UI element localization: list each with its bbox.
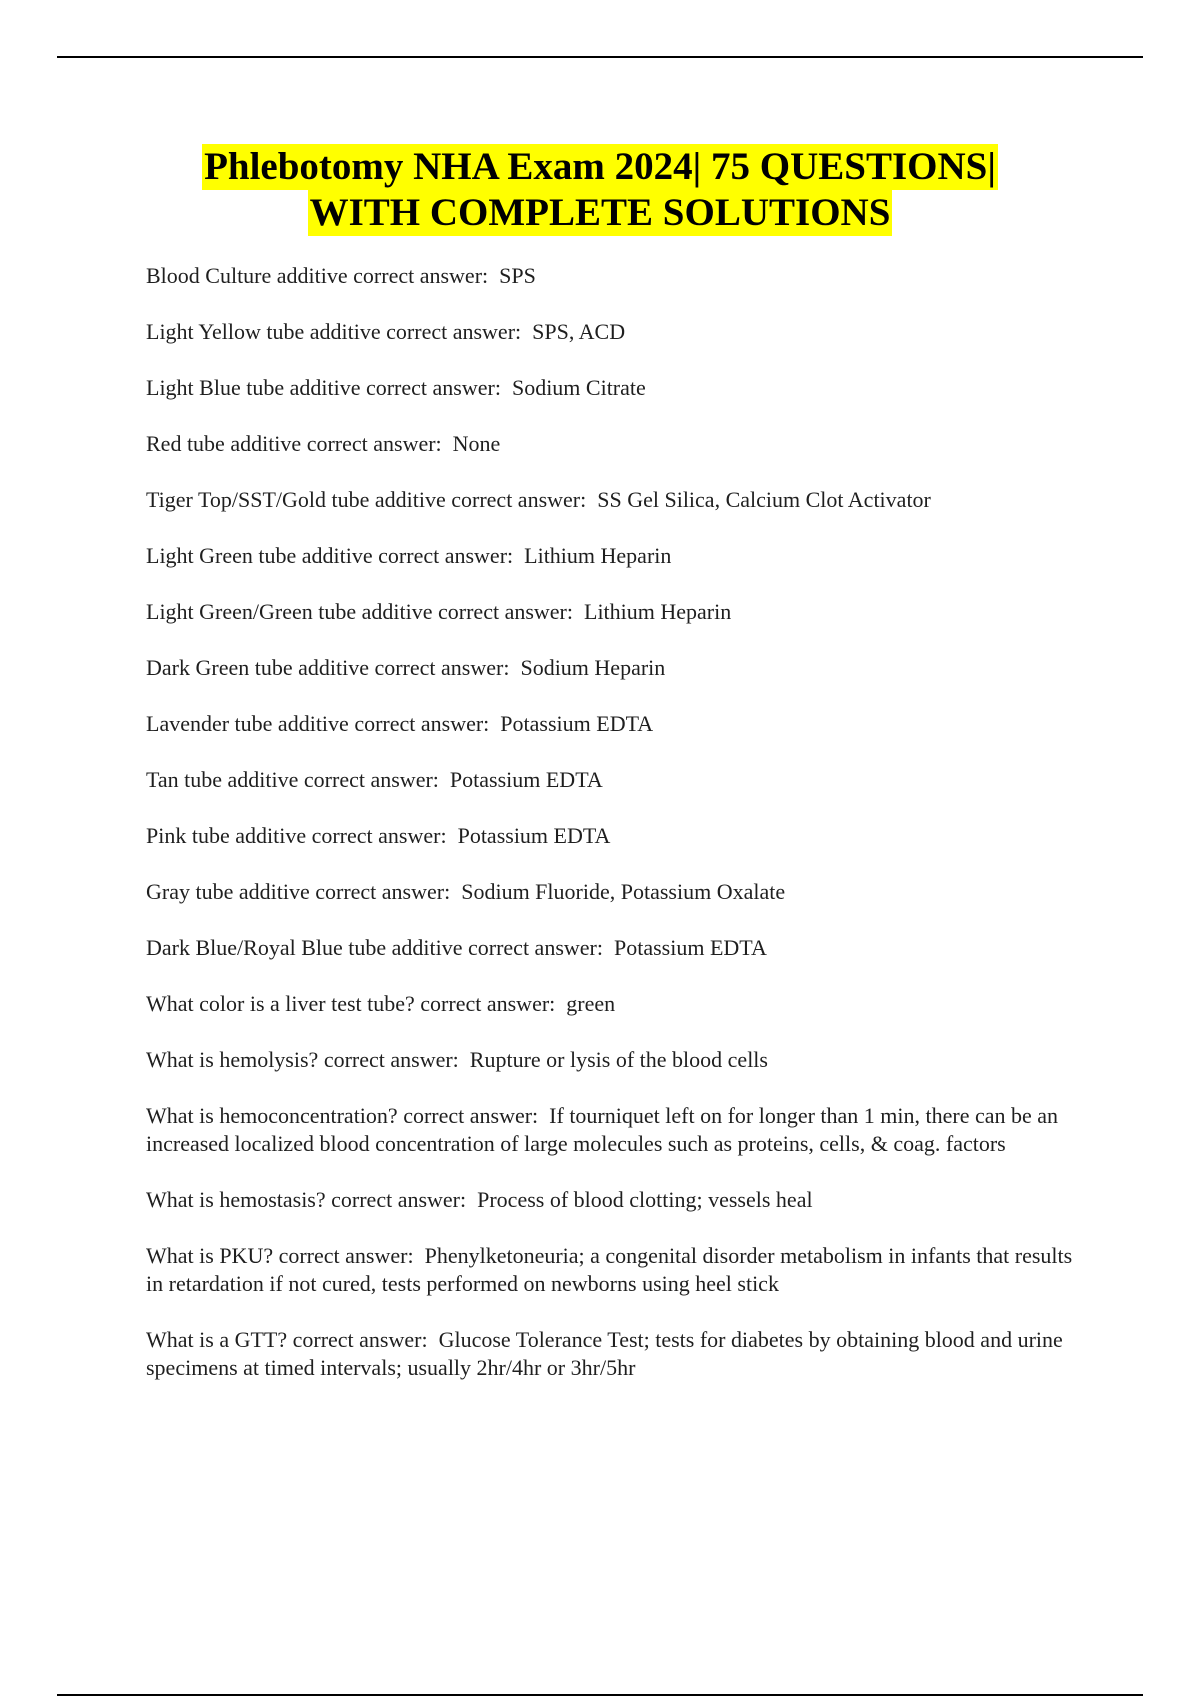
answer-label: correct answer: [292,1327,428,1352]
answer-text: Process of blood clotting; vessels heal [477,1187,813,1212]
qa-item [146,1186,1076,1214]
question-text: Blood Culture additive [146,263,348,288]
qa-item [146,710,1076,738]
qa-item [146,878,1076,906]
qa-item [146,262,1076,290]
answer-label: correct answer: [403,1103,539,1128]
question-text: Tan tube additive [146,767,299,792]
answer-label: correct answer: [323,1047,459,1072]
qa-item [146,430,1076,458]
question-text: What is PKU? [146,1243,274,1268]
qa-item [146,598,1076,626]
answer-text: SPS, ACD [532,319,626,344]
question-text: Tiger Top/SST/Gold tube additive [146,487,446,512]
qa-item [146,318,1076,346]
answer-label: correct answer: [386,319,522,344]
answer-label: correct answer: [438,599,573,624]
qa-item [146,822,1076,850]
question-text: Lavender tube additive [146,711,349,736]
answer-text: Lithium Heparin [584,599,732,624]
qa-item [146,934,1076,962]
title-line-2: WITH COMPLETE SOLUTIONS [309,191,891,234]
question-text: What is a GTT? [146,1327,288,1352]
answer-label: correct answer: [378,543,514,568]
answer-label: correct answer: [468,935,603,960]
answer-text: Sodium Citrate [511,375,646,400]
answer-text: Glucose Tolerance Test; tests for diabetes by obtaining blood and urine specimens at timed intervals; usually 2hr/4hr or 3hr/5hr [146,1327,1063,1380]
answer-text: Lithium Heparin [524,543,672,568]
title-line-1: Phlebotomy NHA Exam 2024| 75 QUESTIONS| [204,145,996,188]
answer-label: correct answer: [278,1243,414,1268]
answer-text: Rupture or lysis of the blood cells [469,1047,768,1072]
answer-text: None [452,431,501,456]
answer-label: correct answer: [331,1187,467,1212]
qa-item [146,1046,1076,1074]
question-text: Light Green tube additive [146,543,373,568]
qa-item [146,542,1076,570]
answer-text: Phenylketoneuria; a congenital disorder metabolism in infants that results in retardation if not cured, tests performed on newborns using heel stick [146,1243,1073,1296]
qa-item [146,990,1076,1018]
qa-item [146,766,1076,794]
answer-text: green [566,991,616,1016]
answer-text: Potassium EDTA [449,767,603,792]
question-text: What is hemostasis? [146,1187,326,1212]
question-text: Light Blue tube additive [146,375,361,400]
qa-item [146,1102,1076,1158]
answer-label: correct answer: [365,375,501,400]
answer-label: correct answer: [315,879,451,904]
qa-item [146,1242,1076,1298]
question-text: Light Green/Green tube additive [146,599,433,624]
qa-item [146,374,1076,402]
question-text: What color is a liver test tube? [146,991,415,1016]
answer-text: Potassium EDTA [613,935,767,960]
qa-item [146,1326,1076,1382]
answer-text: If tourniquet left on for longer than 1 min, there can be an increased localized blood concentration of large molecules such as proteins, cells, & coag. factors [146,1103,1059,1156]
answer-label: correct answer: [311,823,447,848]
qa-item [146,486,1076,514]
qa-item [146,654,1076,682]
answer-label: correct answer: [354,711,490,736]
answer-label: correct answer: [353,263,489,288]
qa-list [146,262,1076,1410]
question-text: Dark Green tube additive [146,655,369,680]
bottom-rule [57,1694,1143,1696]
document-title [0,144,1200,236]
answer-label: correct answer: [306,431,442,456]
question-text: Gray tube additive [146,879,310,904]
answer-label: correct answer: [420,991,556,1016]
question-text: Pink tube additive [146,823,307,848]
answer-text: Sodium Fluoride, Potassium Oxalate [461,879,786,904]
answer-label: correct answer: [374,655,510,680]
question-text: Dark Blue/Royal Blue tube additive [146,935,463,960]
answer-label: correct answer: [303,767,439,792]
question-text: Light Yellow tube additive [146,319,381,344]
answer-text: Sodium Heparin [520,655,666,680]
question-text: What is hemolysis? [146,1047,319,1072]
question-text: What is hemoconcentration? [146,1103,398,1128]
answer-text: Potassium EDTA [500,711,654,736]
answer-label: correct answer: [451,487,587,512]
answer-text: SPS [499,263,536,288]
answer-text: SS Gel Silica, Calcium Clot Activator [597,487,931,512]
top-rule [57,56,1143,58]
answer-text: Potassium EDTA [457,823,611,848]
question-text: Red tube additive [146,431,302,456]
